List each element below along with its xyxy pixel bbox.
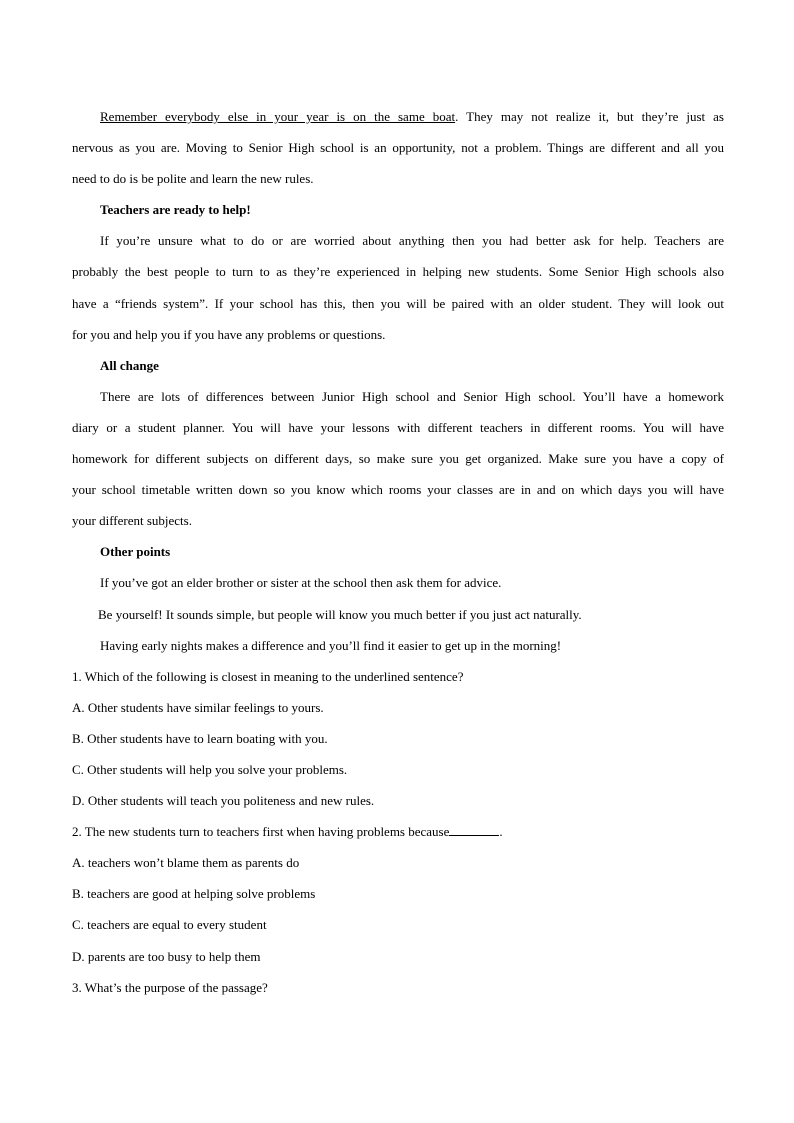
paragraph-1-line-1-rest: . They may not realize it, but they’re just as [455,109,724,124]
question-2-option-a: A. teachers won’t blame them as parents do [72,855,300,871]
question-1-option-a: A. Other students have similar feelings to yours. [72,699,324,715]
answer-blank [449,824,499,836]
heading-other-points: Other points [100,544,171,560]
question-1-option-c: C. Other students will help you solve your problems. [72,761,348,777]
question-2-option-c: C. teachers are equal to every student [72,917,267,933]
paragraph-2-line-2: probably the best people to turn to as they’re experienced in helping new students. Some Senior High schools also [72,264,724,280]
paragraph-3-line-5: your different subjects. [72,513,192,529]
question-2-stem [72,816,724,847]
paragraph-3-line-4: your school timetable written down so you know which rooms your classes are in and on which days you will have [72,482,724,498]
paragraph-1-line-2: nervous as you are. Moving to Senior High school is an opportunity, not a problem. Things are different and all you [72,140,724,156]
paragraph-2-line-3: have a “friends system”. If your school has this, then you will be paired with an older student. They will look out [72,295,724,311]
paragraph-6: Having early nights makes a difference and you’ll find it easier to get up in the morning! [100,637,562,653]
paragraph-3-line-2: diary or a student planner. You will have your lessons with different teachers in different rooms. You will have [72,419,724,435]
question-3-stem: 3. What’s the purpose of the passage? [72,979,268,995]
question-1-option-b: B. Other students have to learn boating with you. [72,730,328,746]
underlined-sentence: Remember everybody else in your year is on the same boat [100,109,456,124]
question-1-option-d: D. Other students will teach you politeness and new rules. [72,793,375,809]
heading-all-change: All change [100,357,159,373]
question-2-stem-end: . [499,824,503,840]
question-1-stem: 1. Which of the following is closest in meaning to the underlined sentence? [72,668,464,684]
heading-teachers-ready: Teachers are ready to help! [100,202,251,218]
paragraph-2-line-4: for you and help you if you have any problems or questions. [72,326,386,342]
document-page [72,101,724,1003]
paragraph-3-line-3: homework for different subjects on different days, so make sure you get organized. Make sure you have a copy of [72,451,724,467]
question-2-option-d: D. parents are too busy to help them [72,948,261,964]
paragraph-2-line-1: If you’re unsure what to do or are worried about anything then you had better ask for help. Teachers are [100,233,724,249]
paragraph-5: Be yourself! It sounds simple, but people will know you much better if you just act naturally. [98,606,582,622]
paragraph-1-line-1 [72,101,724,132]
paragraph-3-line-1: There are lots of differences between Junior High school and Senior High school. You’ll have a homework [100,388,724,404]
paragraph-1-line-3: need to do is be polite and learn the new rules. [72,171,314,187]
paragraph-4: If you’ve got an elder brother or sister at the school then ask them for advice. [100,575,502,591]
question-2-option-b: B. teachers are good at helping solve problems [72,886,316,902]
question-2-stem-text: 2. The new students turn to teachers first when having problems because [72,824,450,840]
